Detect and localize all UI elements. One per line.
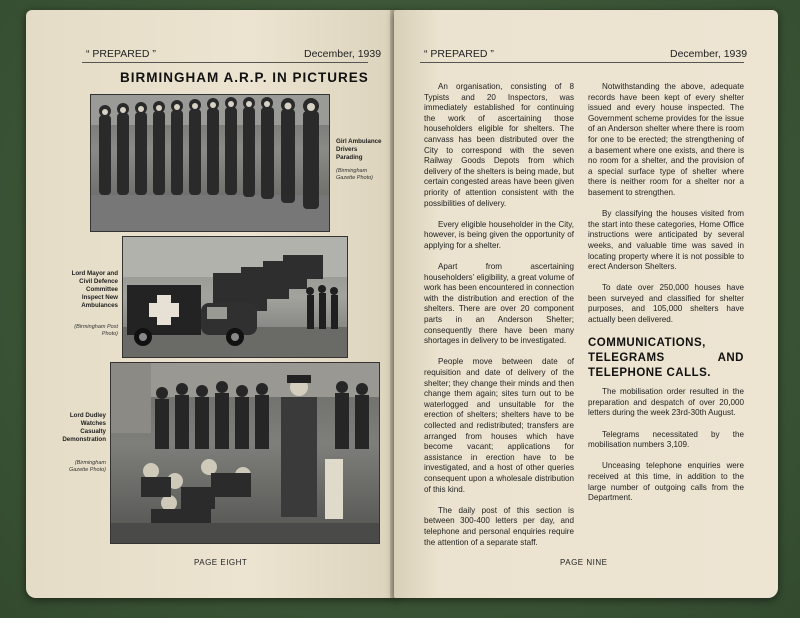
paragraph: By classifying the houses visited from the start into these categories, Home Office instructions were anticipated by several weeks, and valuable time was saved in locating property where it is not possible to erect Anderson Shelters. [588,209,744,272]
header-rule-right [420,62,744,63]
section-heading-communications: COMMUNICATIONS, TELEGRAMS AND TELEPHONE CALLS. [588,337,744,380]
running-head-prepared: “ PREPARED ” [86,48,156,60]
credit-gazette-1: (Birmingham Gazette Photo) [336,168,373,181]
casualty-demo-illustration [111,363,379,543]
paragraph: Apart from ascertaining householders’ eligibility, a great volume of work has been encountered in connection with the distribution and erection of the shelters. There are over 20 component parts in an Anderson Shelter; consequently there have been many shortages in delivery to be investigated. [424,262,574,346]
page-number-nine: PAGE NINE [560,558,608,567]
open-booklet [26,10,778,600]
caption-lord-dudley: Lord Dudley Watches Casualty Demonstration [62,412,106,443]
page-title: BIRMINGHAM A.R.P. IN PICTURES [120,70,369,85]
paragraph: The daily post of this section is between 300-400 letters per day, and telephone and personal enquiries require the attention of a separate staff. [424,505,574,547]
marching-women-illustration [91,95,329,231]
paragraph: Every eligible householder in the City, however, is being given the opportunity of applying for a shelter. [424,219,574,250]
paragraph: Unceasing telephone enquiries were received at this time, in addition to the large number of outgoing calls from the Department. [588,461,744,503]
photo-ambulances [122,236,348,358]
running-head-date: December, 1939 [304,48,382,60]
credit-gazette-2: (Birmingham Gazette Photo) [69,460,106,473]
page-number-eight: PAGE EIGHT [194,558,248,567]
paragraph: An organisation, consisting of 8 Typists and 20 Inspectors, was immediately established for continuing the work of ascertaining those householders eligible for shelters. The canvass has been distributed over the City to correspond with the seven Railway Goods Depots from which delivery of the shelters is being made, but certain congested areas have been given priority of attention consistent with the possibilities of delivery. [424,82,574,208]
ambulances-illustration [123,237,347,357]
paragraph: The mobilisation order resulted in the preparation and despatch of over 20,000 letters during the week 23rd-30th August. [588,387,744,418]
running-head-date-right: December, 1939 [670,48,748,60]
page-nine [394,10,778,598]
header-rule [82,62,368,63]
running-head-prepared-right: “ PREPARED ” [424,48,494,60]
photo-marching-women [90,94,330,232]
credit-post: (Birmingham Post Photo) [74,324,118,337]
paragraph: Notwithstanding the above, adequate records have been kept of every shelter issued and every house inspected. The Government scheme provides for the issue of an Anderson shelter where there is room for one to be erected; the strengthening of a basement where one exists, and there is no room for a shelter, and the provision of a special surface type of shelter where there is neither room for a shelter nor a basement to strengthen. [588,82,744,197]
photo-casualty-demo [110,362,380,544]
text-column-2 [588,82,744,514]
caption-girl-ambulance: Girl Ambulance Drivers Parading [336,138,382,161]
page-eight [26,10,398,598]
paragraph: People move between date of requisition and date of delivery of the shelter; they change their minds and then change them again; sites turn out to be waterlogged and unsuitable for the erection of shelters; shelters have to be collected and redistributed; transfers are arranged from houses which have become vacant; applications for assistance in erection have to be investigated, and a host of other queries consequent upon a wholesale distribution of this kind. [424,357,574,494]
paragraph: Telegrams necessitated by the mobilisation numbers 3,109. [588,429,744,450]
caption-lord-mayor: Lord Mayor and Civil Defence Committee Inspect New Ambulances [71,270,118,309]
text-column-1 [424,82,574,559]
paragraph: To date over 250,000 houses have been surveyed and classified for shelter purposes, and 105,000 shelters have actually been delivered. [588,283,744,325]
